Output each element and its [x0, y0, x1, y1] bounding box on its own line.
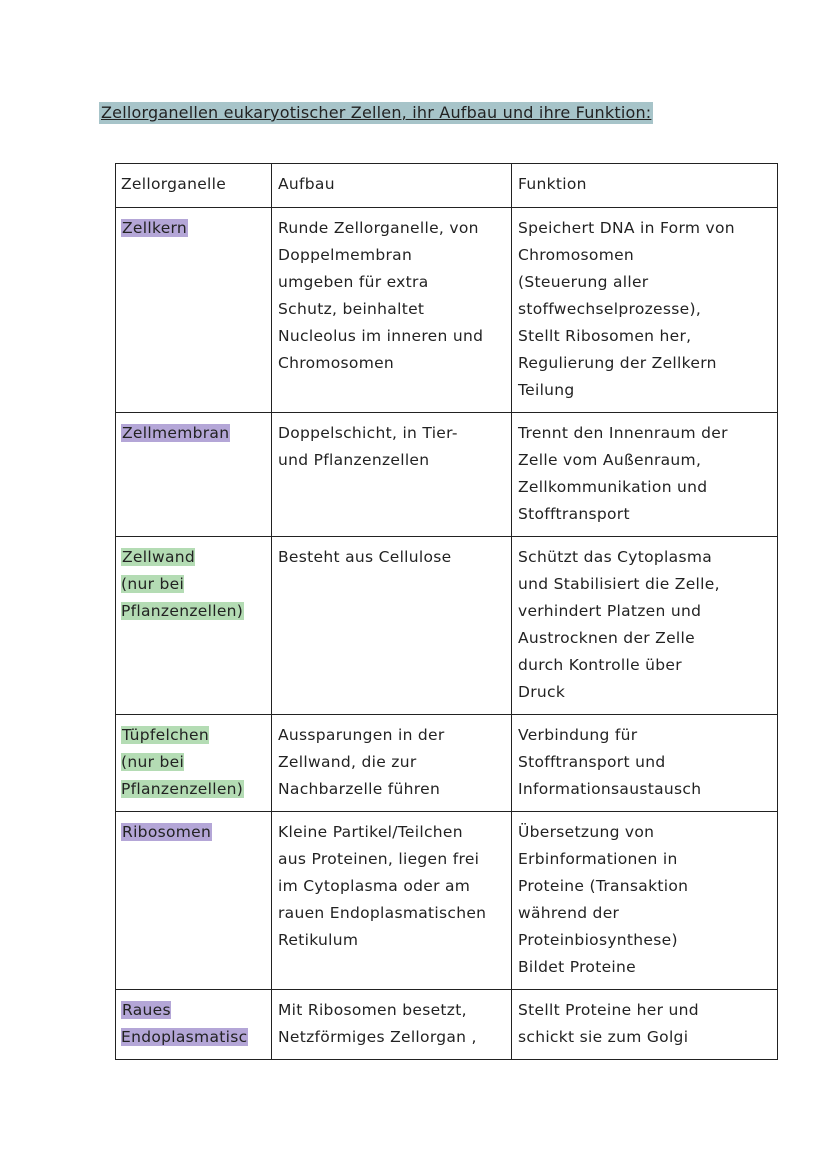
table-row — [116, 715, 778, 812]
funktion-cell: Speichert DNA in Form von Chromosomen (Steuerung aller stoffwechselprozesse), Stellt Ribosomen her, Regulierung der Zellkern Teilung — [512, 208, 778, 413]
page-title: Zellorganellen eukaryotischer Zellen, ihr Aufbau und ihre Funktion: — [101, 103, 652, 122]
header-funktion: Funktion — [512, 164, 778, 208]
organelle-name: Zellmembran — [122, 424, 230, 442]
table-row — [116, 413, 778, 537]
organelle-cell — [116, 990, 272, 1060]
aufbau-cell: Kleine Partikel/Teilchen aus Proteinen, liegen frei im Cytoplasma oder am rauen Endoplasmatischen Retikulum — [272, 812, 512, 990]
table-header-row — [116, 164, 778, 208]
header-zellorganelle: Zellorganelle — [116, 164, 272, 208]
funktion-cell: Stellt Proteine her und schickt sie zum Golgi — [512, 990, 778, 1060]
organelle-name: Zellkern — [122, 219, 188, 237]
organelle-name: Tüpfelchen (nur bei Pflanzenzellen) — [121, 726, 244, 798]
organelle-table — [115, 163, 778, 1060]
funktion-cell: Schützt das Cytoplasma und Stabilisiert die Zelle, verhindert Platzen und Austrocknen der Zelle durch Kontrolle über Druck — [512, 537, 778, 715]
organelle-name: Raues Endoplasmatisc — [121, 1001, 248, 1046]
aufbau-cell: Besteht aus Cellulose — [272, 537, 512, 715]
funktion-cell: Übersetzung von Erbinformationen in Proteine (Transaktion während der Proteinbiosynthese) Bildet Proteine — [512, 812, 778, 990]
organelle-name: Zellwand (nur bei Pflanzenzellen) — [121, 548, 244, 620]
aufbau-cell: Doppelschicht, in Tier- und Pflanzenzellen — [272, 413, 512, 537]
organelle-name: Ribosomen — [122, 823, 212, 841]
organelle-cell — [116, 812, 272, 990]
organelle-cell — [116, 413, 272, 537]
header-aufbau: Aufbau — [272, 164, 512, 208]
table-row — [116, 208, 778, 413]
aufbau-cell: Runde Zellorganelle, von Doppelmembran umgeben für extra Schutz, beinhaltet Nucleolus im inneren und Chromosomen — [272, 208, 512, 413]
funktion-cell: Trennt den Innenraum der Zelle vom Außenraum, Zellkommunikation und Stofftransport — [512, 413, 778, 537]
funktion-cell: Verbindung für Stofftransport und Informationsaustausch — [512, 715, 778, 812]
organelle-cell — [116, 208, 272, 413]
aufbau-cell: Aussparungen in der Zellwand, die zur Nachbarzelle führen — [272, 715, 512, 812]
organelle-cell — [116, 715, 272, 812]
aufbau-cell: Mit Ribosomen besetzt, Netzförmiges Zellorgan , — [272, 990, 512, 1060]
organelle-cell — [116, 537, 272, 715]
table-row — [116, 812, 778, 990]
table-row — [116, 990, 778, 1060]
table-row — [116, 537, 778, 715]
